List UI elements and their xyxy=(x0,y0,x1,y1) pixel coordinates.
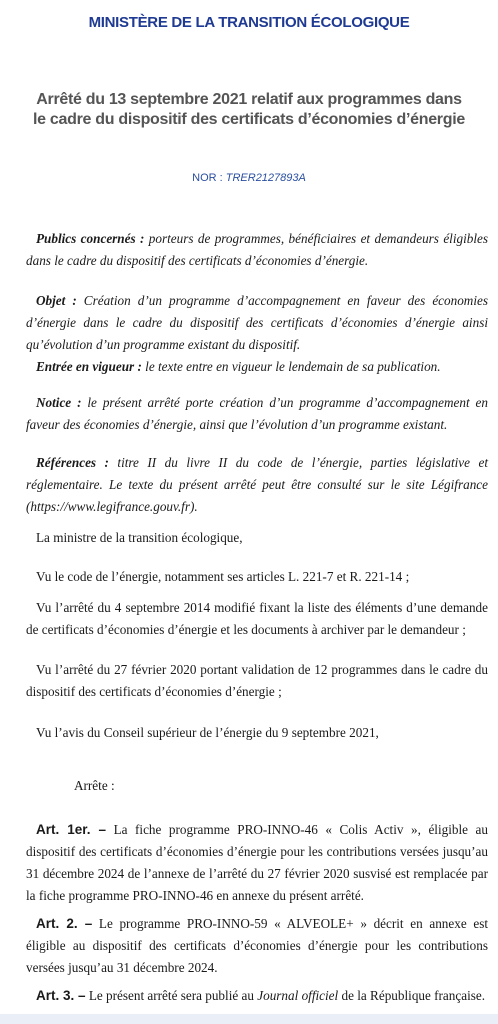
references-label: Références : xyxy=(36,455,109,470)
article-1-label: Art. 1er. – xyxy=(36,822,107,837)
publics-label: Publics concernés : xyxy=(36,231,145,246)
arrete-heading: Arrête : xyxy=(74,778,115,793)
nor-value: TRER2127893A xyxy=(225,172,306,184)
article-3-text-before: Le présent arrêté sera publié au xyxy=(85,988,258,1003)
nor-label: NOR : xyxy=(192,172,226,184)
article-2-text: Le programme PRO-INNO-59 « ALVEOLE+ » décrit en annexe est éligible au dispositif des certificats d’économies d’énergie pour les contributions versées jusqu’au 31 décembre 2024. xyxy=(26,916,488,975)
publics-text: porteurs de programmes, bénéficiaires et demandeurs éligibles dans le cadre du dispositif des certificats d’économies d’énergie. xyxy=(26,231,488,268)
decree-title xyxy=(20,90,478,130)
article-1-text: La fiche programme PRO-INNO-46 « Colis Activ », éligible au dispositif des certificats d’économies d’énergie pour les contributions versées jusqu’au 31 décembre 2024 de l’annexe de l’arrêté du 27 février 2020 susvisé est remplacée par la fiche programme PRO-INNO-46 en annexe du présent arrêté. xyxy=(26,822,488,903)
article-2-label: Art. 2. – xyxy=(36,916,93,931)
article-3-text-after: de la République française. xyxy=(338,988,486,1003)
vu-line-2: Vu l’arrêté du 4 septembre 2014 modifié fixant la liste des éléments d’une demande de certificats d’économies d’énergie et les documents à archiver par le demandeur ; xyxy=(26,600,488,637)
summary-references xyxy=(26,452,488,518)
references-text: titre II du livre II du code de l’énergie, parties législative et réglementaire. Le texte du présent arrêté peut être consulté sur le site Légifrance (https://www.legifrance.gouv.fr). xyxy=(26,455,488,514)
objet-label: Objet : xyxy=(36,293,77,308)
vu-line-3: Vu l’arrêté du 27 février 2020 portant validation de 12 programmes dans le cadre du dispositif des certificats d’économies d’énergie ; xyxy=(26,662,488,699)
minister-line: La ministre de la transition écologique, xyxy=(36,530,243,545)
summary-notice xyxy=(26,392,488,436)
vu-line-4: Vu l’avis du Conseil supérieur de l’énergie du 9 septembre 2021, xyxy=(36,725,379,740)
article-1 xyxy=(26,819,488,907)
article-3 xyxy=(26,985,488,1007)
summary-publics xyxy=(26,228,488,272)
decree-title-line-1: Arrêté du 13 septembre 2021 relatif aux programmes dans xyxy=(36,91,462,108)
entree-text: le texte entre en vigueur le lendemain de sa publication. xyxy=(141,359,441,374)
summary-entree xyxy=(26,356,488,378)
notice-label: Notice : xyxy=(36,395,82,410)
summary-objet xyxy=(26,290,488,356)
nor-reference xyxy=(0,172,498,184)
article-3-journal: Journal officiel xyxy=(257,988,339,1003)
ministry-heading: MINISTÈRE DE LA TRANSITION ÉCOLOGIQUE xyxy=(88,14,410,31)
article-2 xyxy=(26,913,488,979)
entree-label: Entrée en vigueur : xyxy=(36,359,142,374)
vu-line-1: Vu le code de l’énergie, notamment ses articles L. 221-7 et R. 221-14 ; xyxy=(36,569,410,584)
objet-text: Création d’un programme d’accompagnement en faveur des économies d’énergie dans le cadre du dispositif des certificats d’économies d’énergie ainsi qu’évolution d’un programme existant du dispositif. xyxy=(26,293,488,352)
article-3-label: Art. 3. – xyxy=(36,988,86,1003)
notice-text: le présent arrêté porte création d’un programme d’accompagnement en faveur des économies d’énergie, ainsi que l’évolution d’un programme existant. xyxy=(26,395,488,432)
bottom-bar xyxy=(0,1014,498,1024)
decree-title-line-2: le cadre du dispositif des certificats d’économies d’énergie xyxy=(33,111,465,128)
